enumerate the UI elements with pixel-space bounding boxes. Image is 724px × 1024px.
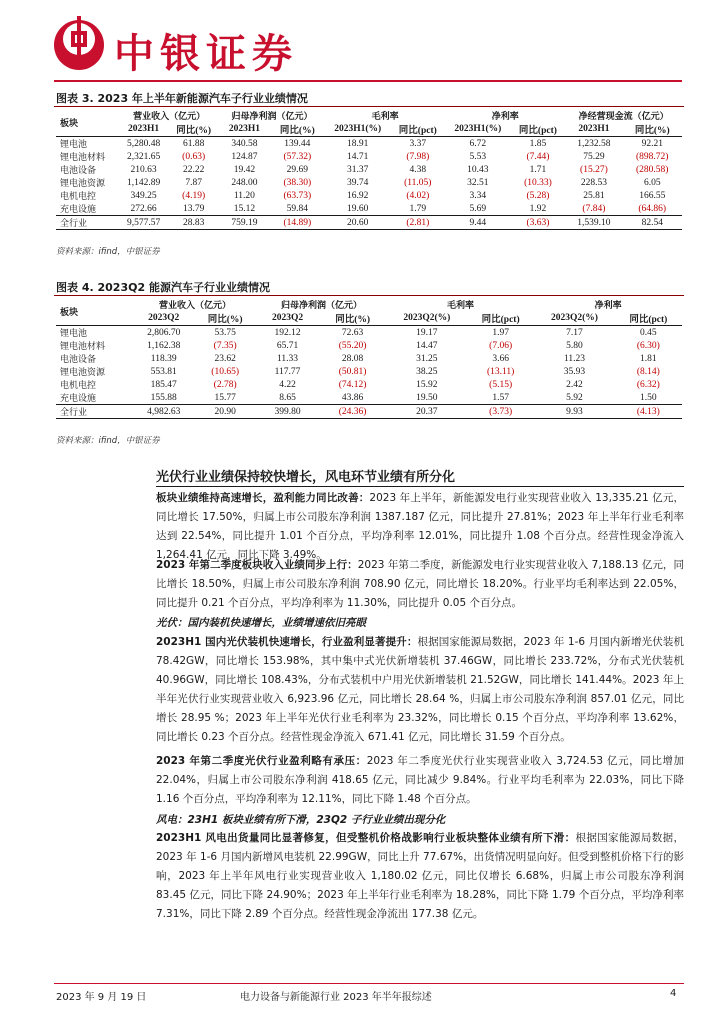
table-cell: 75.29 xyxy=(583,151,605,162)
table-cell: (3.73) xyxy=(467,405,534,419)
table-cell: 29.69 xyxy=(286,164,309,175)
table-cell: 4.38 xyxy=(409,164,427,175)
table-sub-header: 2023Q2(%) xyxy=(387,311,467,326)
table-cell: 5.69 xyxy=(469,203,487,214)
table-cell: 20.60 xyxy=(325,216,390,230)
table-cell: 3.37 xyxy=(409,138,427,149)
table-sub-header: 同比(pct) xyxy=(467,311,534,326)
figure4-title: 图表 4. 2023Q2 能源汽车子行业业绩情况 xyxy=(56,281,270,294)
table-sub-header: 2023H1 xyxy=(565,122,622,137)
table-cell: 1.85 xyxy=(529,138,547,149)
row-label: 锂电池 xyxy=(60,140,88,150)
table-cell: 228.53 xyxy=(580,177,607,188)
table-sub-header: 同比(%) xyxy=(168,122,219,137)
table-row xyxy=(56,176,682,189)
table-cell: 210.63 xyxy=(130,164,157,175)
table-cell: 248.00 xyxy=(231,177,258,188)
row-label: 锂电池资源 xyxy=(60,368,106,378)
footer-rule xyxy=(54,983,684,984)
table-group-header: 归母净利润（亿元） xyxy=(281,301,363,311)
figure4-rule xyxy=(54,295,684,296)
table-row xyxy=(56,163,682,176)
table-cell: 15.77 xyxy=(214,392,236,403)
header-divider xyxy=(54,80,682,82)
paragraph-4: 2023 年第二季度光伏行业盈利略有承压：2023 年二季度光伏行业实现营业收入 3,724.53 亿元，同比增加 22.04%，归属上市公司股东净利润 418.65 亿元，同比减少 9.84%。行业平均毛利率为 22.03%，同比下降 1.16 个百分点，平均净利率为 12.11%，同比下降 1.48 个百分点。 xyxy=(156,755,684,805)
table-cell: 3.66 xyxy=(492,353,509,364)
footer-date: 2023 年 9 月 19 日 xyxy=(56,992,147,1003)
table-cell: 7.87 xyxy=(185,177,202,188)
table-cell: 399.80 xyxy=(256,405,318,419)
table-row xyxy=(56,365,682,378)
table-cell: (5.28) xyxy=(526,190,550,201)
table-cell: 9.44 xyxy=(445,216,510,230)
table-cell: 166.55 xyxy=(639,190,666,201)
footer-title: 电力设备与新能源行业 2023 年半年报综述 xyxy=(240,992,432,1003)
table-cell: 9.93 xyxy=(534,405,614,419)
row-label: 锂电池材料 xyxy=(60,342,106,352)
table-cell: 18.91 xyxy=(347,138,369,149)
row-label: 全行业 xyxy=(56,216,119,230)
table-cell: 14.47 xyxy=(416,340,438,351)
table-sub-header: 同比(%) xyxy=(194,311,257,326)
table-cell: 15.12 xyxy=(233,203,256,214)
table-cell: 20.90 xyxy=(194,405,257,419)
paragraph-2: 2023 年第二季度板块收入业绩同步上行：2023 年第二季度，新能源发电行业实现营业收入 7,188.13 亿元，同比增长 18.50%，归属上市公司股东净利润 708.90 亿元，同比增长 18.20%。行业平均毛利率达到 22.05%，同比提升 0.21 个百分点，平均净利率为 11.30%，同比提升 0.05 个百分点。 xyxy=(156,559,684,609)
figure3-title: 图表 3. 2023 年上半年新能源汽车子行业业绩情况 xyxy=(56,92,308,105)
table-cell: 28.08 xyxy=(341,353,364,364)
table-cell: 19.42 xyxy=(233,164,256,175)
table-cell: 59.84 xyxy=(286,203,309,214)
table-cell: 11.33 xyxy=(277,353,299,364)
table-cell: (38.30) xyxy=(283,177,312,188)
row-label: 锂电池材料 xyxy=(60,153,106,163)
table-cell: 0.45 xyxy=(640,327,657,338)
pv-heading: 光伏：国内装机快速增长，业绩增速依旧亮眼 xyxy=(156,617,366,629)
table-row xyxy=(56,352,682,365)
table-cell: 35.93 xyxy=(563,366,586,377)
paragraph-1: 板块业绩维持高速增长，盈利能力同比改善：2023 年上半年，新能源发电行业实现营业收入 13,335.21 亿元，同比增长 17.50%，归属上市公司股东净利润 1387.187 亿元，同比提升 27.81%；2023 年上半年行业毛利率达到 22.54%，同比提升 1.01 个百分点，平均净利率 12.01%，同比提升 1.08 个百分点。经营性现金净流入 1,264.41 亿元，同比下降 3.49%。 xyxy=(156,492,684,561)
row-label: 全行业 xyxy=(56,405,134,419)
table-col-label: 板块 xyxy=(56,109,119,137)
table-cell: 5.92 xyxy=(566,392,583,403)
table-group-header: 营业收入（亿元） xyxy=(133,112,206,122)
table-cell: 31.25 xyxy=(416,353,438,364)
table-col-label: 板块 xyxy=(56,298,134,326)
figure4-source: 资料来源：ifind，中银证券 xyxy=(56,436,160,446)
table-cell: 7.17 xyxy=(566,327,583,338)
table-row xyxy=(56,391,682,405)
table-cell: 1,539.10 xyxy=(565,216,622,230)
table-cell: (7.84) xyxy=(582,203,606,214)
table-cell: 23.62 xyxy=(214,353,236,364)
table-cell: 13.79 xyxy=(182,203,205,214)
brand-name: 中银证券 xyxy=(114,31,298,77)
table-cell: (10.65) xyxy=(211,366,239,377)
table-cell: 1,142.89 xyxy=(126,177,161,188)
table-cell: (4.13) xyxy=(615,405,682,419)
table-cell: 11.23 xyxy=(563,353,585,364)
row-label: 充电设施 xyxy=(60,205,97,215)
table-cell: (57.32) xyxy=(283,151,312,162)
table-cell: 340.58 xyxy=(231,138,258,149)
table-cell: 11.20 xyxy=(233,190,255,201)
table-group-header: 毛利率 xyxy=(446,301,474,311)
table-cell: (280.58) xyxy=(636,164,669,175)
table-row xyxy=(56,202,682,216)
table-cell: (11.05) xyxy=(404,177,432,188)
table-cell: 9,577.57 xyxy=(119,216,168,230)
table-cell: 43.86 xyxy=(341,392,364,403)
table-cell: (4.19) xyxy=(182,190,206,201)
table-cell: 19.50 xyxy=(416,392,438,403)
table-cell: 82.54 xyxy=(623,216,683,230)
table-cell: 124.87 xyxy=(231,151,258,162)
row-label: 电机电控 xyxy=(60,192,97,202)
table-cell: (6.30) xyxy=(636,340,660,351)
table-cell: 25.81 xyxy=(583,190,605,201)
table-sub-header: 同比(%) xyxy=(270,122,325,137)
table-cell: (13.11) xyxy=(486,366,515,377)
table-sub-header: 2023H1(%) xyxy=(325,122,390,137)
table-cell: 155.88 xyxy=(150,392,177,403)
table-cell: (74.12) xyxy=(338,379,367,390)
table-cell: 22.22 xyxy=(182,164,205,175)
table-cell: 1.81 xyxy=(640,353,657,364)
table-cell: 1.92 xyxy=(529,203,547,214)
table-sub-header: 同比(pct) xyxy=(511,122,566,137)
table-cell: 1,232.58 xyxy=(577,138,611,149)
table-cell: 118.39 xyxy=(150,353,177,364)
table-cell: 4,982.63 xyxy=(134,405,194,419)
section-title: 光伏行业业绩保持较快增长，风电环节业绩有所分化 xyxy=(156,470,456,485)
table-cell: 4.22 xyxy=(279,379,296,390)
table-row xyxy=(56,405,682,419)
table-sub-header: 2023H1 xyxy=(119,122,168,137)
table-row xyxy=(56,189,682,202)
paragraph-3: 2023H1 国内光伏装机快速增长，行业盈利显著提升：根据国家能源局数据，2023 年 1-6 月国内新增光伏装机 78.42GW，同比增长 153.98%，其中集中式光伏新增装机 37.46GW，同比增长 233.72%，分布式光伏装机 40.96GW，同比增长 108.43%，分布式装机中户用光伏新增装机 21.52GW，同比增长 141.44%。2023 年上半年光伏行业实现营业收入 6,923.96 亿元，同比增长 28.64 %，归属上市公司股东净利润 857.01 亿元，同比增长 28.95 %；2023 年上半年光伏行业毛利率为 23.32%，同比增长 0.15 个百分点，平均净利率 13.62%，同比增长 0.23 个百分点。经营性现金净流入 671.41 亿元，同比增长 31.59 个百分点。 xyxy=(156,636,684,743)
table-cell: (3.63) xyxy=(511,216,566,230)
table-cell: 16.92 xyxy=(347,190,369,201)
figure4-table xyxy=(56,298,682,419)
row-label: 电池设备 xyxy=(60,166,97,176)
table-cell: 31.37 xyxy=(347,164,369,175)
table-sub-header: 2023Q2 xyxy=(134,311,194,326)
table-cell: (7.06) xyxy=(489,340,513,351)
table-cell: 19.60 xyxy=(347,203,369,214)
table-cell: (6.32) xyxy=(636,379,660,390)
table-cell: 185.47 xyxy=(150,379,177,390)
row-label: 锂电池 xyxy=(60,329,88,339)
table-cell: 20.37 xyxy=(387,405,467,419)
table-cell: 2.42 xyxy=(566,379,583,390)
table-cell: 14.71 xyxy=(347,151,369,162)
table-row xyxy=(56,137,682,151)
table-cell: 2,321.65 xyxy=(126,151,161,162)
table-cell: 349.25 xyxy=(130,190,157,201)
table-cell: 553.81 xyxy=(150,366,177,377)
row-label: 电机电控 xyxy=(60,381,97,391)
table-cell: (898.72) xyxy=(636,151,669,162)
table-group-header: 毛利率 xyxy=(371,112,399,122)
table-cell: 61.88 xyxy=(182,138,205,149)
table-cell: (15.27) xyxy=(580,164,608,175)
table-cell: (2.81) xyxy=(390,216,445,230)
table-cell: (50.81) xyxy=(338,366,367,377)
table-cell: (10.33) xyxy=(524,177,552,188)
table-cell: (7.35) xyxy=(213,340,237,351)
table-cell: 6.05 xyxy=(643,177,661,188)
table-cell: 19.17 xyxy=(416,327,438,338)
table-row xyxy=(56,216,682,230)
wind-heading: 风电：23H1 板块业绩有所下滑，23Q2 子行业业绩出现分化 xyxy=(156,814,446,826)
figure3-table xyxy=(56,109,682,230)
table-cell: 65.71 xyxy=(276,340,299,351)
table-row xyxy=(56,378,682,391)
table-row xyxy=(56,150,682,163)
table-cell: 1.79 xyxy=(409,203,427,214)
table-cell: 5,280.48 xyxy=(126,138,161,149)
table-cell: 32.51 xyxy=(467,177,489,188)
table-cell: (24.36) xyxy=(319,405,387,419)
table-cell: 10.43 xyxy=(467,164,489,175)
table-cell: (5.15) xyxy=(489,379,513,390)
table-cell: 759.19 xyxy=(219,216,270,230)
table-cell: (0.63) xyxy=(182,151,206,162)
table-cell: 139.44 xyxy=(284,138,311,149)
table-cell: (55.20) xyxy=(338,340,367,351)
page-header xyxy=(54,14,684,82)
table-cell: (2.78) xyxy=(213,379,237,390)
row-label: 锂电池资源 xyxy=(60,179,106,189)
table-cell: (14.89) xyxy=(270,216,325,230)
table-sub-header: 2023H1(%) xyxy=(445,122,510,137)
table-cell: 38.25 xyxy=(416,366,438,377)
table-cell: (7.44) xyxy=(526,151,550,162)
table-cell: 15.92 xyxy=(416,379,438,390)
table-cell: (8.14) xyxy=(636,366,660,377)
table-cell: 53.75 xyxy=(214,327,236,338)
table-cell: (4.02) xyxy=(406,190,430,201)
table-sub-header: 2023H1 xyxy=(219,122,270,137)
page-number: 4 xyxy=(670,988,677,999)
row-label: 电池设备 xyxy=(60,355,97,365)
table-row xyxy=(56,339,682,352)
table-cell: 39.74 xyxy=(347,177,369,188)
table-cell: 2,806.70 xyxy=(147,327,181,338)
table-cell: 192.12 xyxy=(274,327,301,338)
table-sub-header: 同比(%) xyxy=(319,311,387,326)
table-sub-header: 2023Q2 xyxy=(256,311,318,326)
table-cell: 6.72 xyxy=(469,138,487,149)
table-cell: 1.57 xyxy=(492,392,509,403)
table-sub-header: 同比(pct) xyxy=(390,122,445,137)
table-cell: 3.34 xyxy=(469,190,487,201)
table-group-header: 营业收入（亿元） xyxy=(158,301,231,311)
table-sub-header: 2023Q2(%) xyxy=(534,311,614,326)
table-group-header: 净利率 xyxy=(594,301,622,311)
table-sub-header: 同比(pct) xyxy=(615,311,682,326)
table-row xyxy=(56,326,682,340)
table-cell: 1.71 xyxy=(529,164,547,175)
table-cell: 8.65 xyxy=(279,392,296,403)
table-cell: 117.77 xyxy=(274,366,301,377)
table-cell: 1.50 xyxy=(640,392,657,403)
section-rule xyxy=(156,486,684,487)
table-cell: 1.97 xyxy=(492,327,509,338)
table-cell: 5.53 xyxy=(469,151,487,162)
table-sub-header: 同比(%) xyxy=(623,122,683,137)
table-cell: 28.83 xyxy=(168,216,219,230)
table-cell: 1,162.38 xyxy=(147,340,181,351)
table-cell: 5.80 xyxy=(566,340,583,351)
figure3-source: 资料来源：ifind，中银证券 xyxy=(56,247,160,257)
table-cell: 272.66 xyxy=(130,203,157,214)
table-cell: 72.63 xyxy=(341,327,364,338)
table-cell: (63.73) xyxy=(283,190,312,201)
table-group-header: 归母净利润（亿元） xyxy=(231,112,313,122)
figure3-rule xyxy=(54,106,684,107)
table-cell: 92.21 xyxy=(641,138,663,149)
table-group-header: 净利率 xyxy=(491,112,519,122)
table-group-header: 净经营现金流（亿元） xyxy=(578,112,669,122)
row-label: 充电设施 xyxy=(60,394,97,404)
table-cell: (64.86) xyxy=(638,203,667,214)
paragraph-5: 2023H1 风电出货量同比显著修复，但受整机价格战影响行业板块整体业绩有所下滑：根据国家能源局数据，2023 年 1-6 月国内新增风电装机 22.99GW，同比上升 77.67%，出货情况明显向好。但受到整机价格下行的影响，2023 年上半年风电行业实现营业收入 1,180.02 亿元，同比仅增长 6.68%，归属上市公司股东净利润 83.45 亿元，同比下降 24.90%；2023 年上半年行业毛利率为 18.28%，同比下降 1.79 个百分点，平均净利率 7.31%，同比下降 2.89 个百分点。经营性现金净流出 177.38 亿元。 xyxy=(156,832,684,920)
table-cell: (7.98) xyxy=(406,151,430,162)
